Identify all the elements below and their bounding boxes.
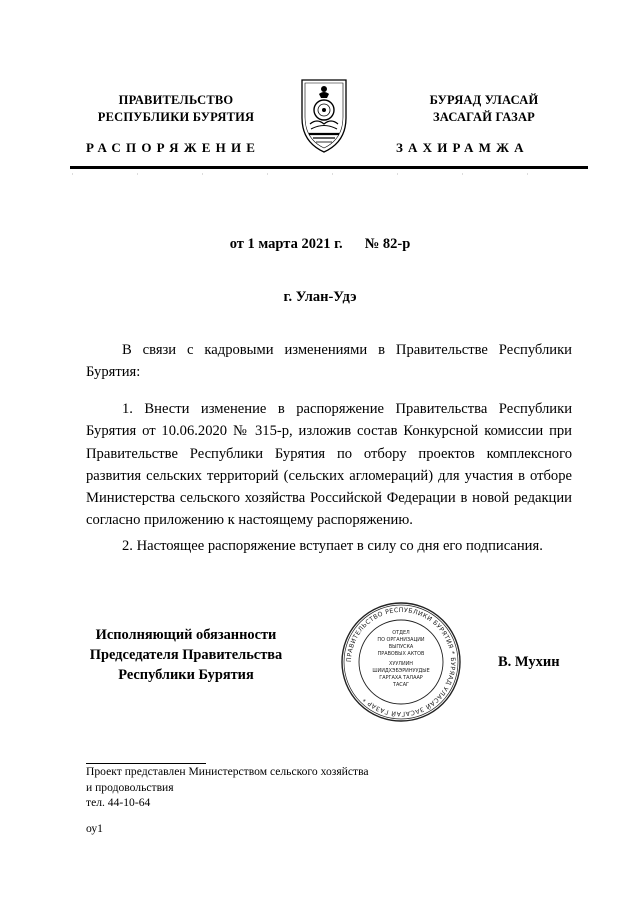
signatory-title bbox=[86, 625, 286, 685]
seal-inner-line-4: ПРАВОВЫХ АКТОВ bbox=[377, 651, 425, 657]
seal-inner-line-2: ПО ОРГАНИЗАЦИИ bbox=[377, 637, 425, 643]
signatory-title-line-3: Республики Бурятия bbox=[118, 667, 254, 683]
footnote bbox=[86, 764, 426, 811]
signatory-title-line-2: Председателя Правительства bbox=[89, 647, 283, 663]
footnote-line-2: и продовольствия bbox=[86, 780, 174, 794]
coat-of-arms-icon bbox=[299, 72, 349, 156]
signatory-title-line-1: Исполняющий обязанности bbox=[95, 627, 277, 643]
doc-type-ru: РАСПОРЯЖЕНИЕ bbox=[86, 140, 261, 155]
seal-outer-text: ПРАВИТЕЛЬСТВО РЕСПУБЛИКИ БУРЯТИЯ * БУРЯАД УЛАСАЙ ЗАСАГАЙ ГАЗАР * bbox=[345, 606, 457, 718]
official-seal-stamp bbox=[340, 601, 462, 723]
document-city: г. Улан-Удэ bbox=[283, 289, 357, 305]
document-date: от 1 марта 2021 г. bbox=[229, 236, 343, 252]
paragraph-intro: В связи с кадровыми изменениями в Правительстве Республики Бурятия: bbox=[86, 342, 572, 381]
seal-inner-line-7: ГАРГАХА ТАЛААР bbox=[379, 675, 423, 681]
seal-inner-line-6: ШИИДХЭБЭРИНУУДЫЕ bbox=[372, 668, 430, 674]
seal-inner-line-8: ТАСАГ bbox=[392, 682, 410, 688]
seal-inner-line-5: ХУУЛИИН bbox=[389, 661, 413, 667]
document-code: оу1 bbox=[86, 822, 103, 835]
document-number: № 82-р bbox=[364, 236, 411, 252]
signatory-name: В. Мухин bbox=[498, 654, 560, 670]
government-name-ru bbox=[70, 92, 282, 126]
government-name-ru-line-2: РЕСПУБЛИКИ БУРЯТИЯ bbox=[97, 110, 255, 124]
government-name-bua-line-1: БУРЯАД УЛАСАЙ bbox=[429, 93, 539, 107]
footnote-phone: тел. 44-10-64 bbox=[86, 796, 151, 809]
date-number-line bbox=[0, 236, 640, 253]
government-name-bua bbox=[378, 92, 590, 126]
paragraph-item-1: 1. Внести изменение в распоряжение Правительства Республики Бурятия от 10.06.2020 № 315-р, изложив состав Конкурсной комиссии при Правительстве Республики Бурятия по отбору проектов комплексного развития сельских территорий (сельских агломераций) для участия в отборе Министерства сельского хозяйства Российской Федерации в новой редакции согласно приложению к настоящему распоряжению. bbox=[86, 401, 572, 529]
doc-type-bua: ЗАХИРАМЖА bbox=[396, 140, 529, 155]
paragraph-item-2: 2. Настоящее распоряжение вступает в силу со дня его подписания. bbox=[122, 538, 543, 554]
seal-inner-line-1: ОТДЕЛ bbox=[392, 630, 410, 636]
government-name-ru-line-1: ПРАВИТЕЛЬСТВО bbox=[118, 93, 234, 107]
footnote-line-1: Проект представлен Министерством сельского хозяйства bbox=[86, 765, 369, 778]
header-divider bbox=[70, 166, 588, 169]
seal-inner-line-3: ВЫПУСКА bbox=[388, 644, 414, 650]
government-name-bua-line-2: ЗАСАГАЙ ГАЗАР bbox=[432, 110, 536, 124]
header-dotted-divider bbox=[72, 172, 586, 176]
